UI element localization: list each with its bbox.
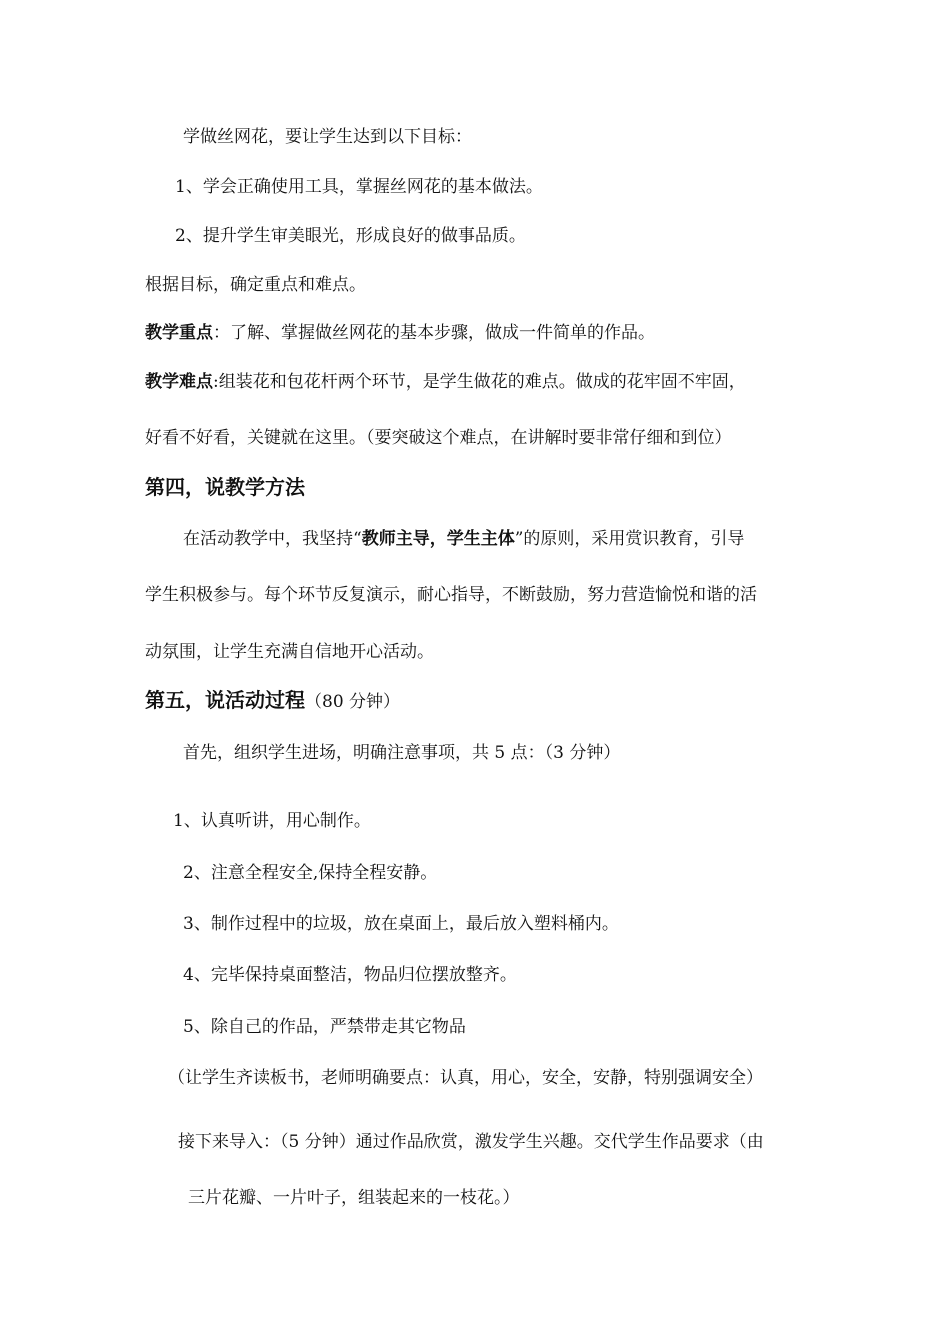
section-4-heading	[145, 474, 305, 500]
section-4-title: 第四，说教学方法	[145, 475, 305, 499]
teaching-difficulty-text: :组装花和包花杆两个环节，是学生做花的难点。做成的花牢固不牢固，	[213, 372, 746, 392]
section-4-line-1-end: ”的原则，采用赏识教育，引导	[514, 529, 745, 549]
section-5-intro: 首先，组织学生进场，明确注意事项，共 5 点：（3 分钟）	[183, 743, 621, 763]
section-4-line-1	[145, 528, 825, 550]
teaching-difficulty-continued: 好看不好看，关键就在这里。（要突破这个难点，在讲解时要非常仔细和到位）	[145, 428, 732, 448]
teaching-difficulty	[145, 371, 825, 393]
rule-item-2: 2、注意全程安全,保持全程安静。	[183, 863, 438, 883]
section-5-duration: （80 分钟）	[305, 692, 401, 712]
paragraph-focus-intro: 根据目标，确定重点和难点。	[145, 275, 366, 295]
paragraph-goals-intro: 学做丝网花，要让学生达到以下目标：	[183, 127, 472, 147]
teaching-key-label: 教学重点	[145, 323, 213, 343]
section-4-line-3: 动氛围，让学生充满自信地开心活动。	[145, 642, 434, 662]
section-5-next-line-1: 接下来导入：（5 分钟）通过作品欣赏，激发学生兴趣。交代学生作品要求（由	[178, 1132, 764, 1152]
teaching-key-point	[145, 322, 825, 344]
goal-item-2: 2、提升学生审美眼光，形成良好的做事品质。	[175, 226, 526, 246]
rule-item-3: 3、制作过程中的垃圾，放在桌面上，最后放入塑料桶内。	[183, 914, 619, 934]
section-5-heading	[145, 687, 400, 715]
section-4-principle: 教师主导，学生主体	[361, 529, 515, 549]
section-5-title: 第五，说活动过程	[145, 688, 305, 712]
section-5-next-line-2: 三片花瓣、一片叶子，组装起来的一枝花。）	[188, 1188, 520, 1208]
section-5-note: （让学生齐读板书，老师明确要点：认真，用心，安全，安静，特别强调安全）	[168, 1068, 763, 1088]
section-4-line-1-start: 在活动教学中，我坚持“	[183, 529, 362, 549]
rule-item-1: 1、认真听讲，用心制作。	[173, 811, 371, 831]
goal-item-1: 1、学会正确使用工具，掌握丝网花的基本做法。	[175, 177, 543, 197]
section-4-line-2: 学生积极参与。每个环节反复演示，耐心指导，不断鼓励，努力营造愉悦和谐的活	[145, 585, 757, 605]
teaching-difficulty-label: 教学难点	[145, 372, 213, 392]
rule-item-4: 4、完毕保持桌面整洁，物品归位摆放整齐。	[183, 965, 517, 985]
teaching-key-text: ：了解、掌握做丝网花的基本步骤，做成一件简单的作品。	[213, 323, 655, 343]
rule-item-5: 5、除自己的作品，严禁带走其它物品	[183, 1017, 466, 1037]
